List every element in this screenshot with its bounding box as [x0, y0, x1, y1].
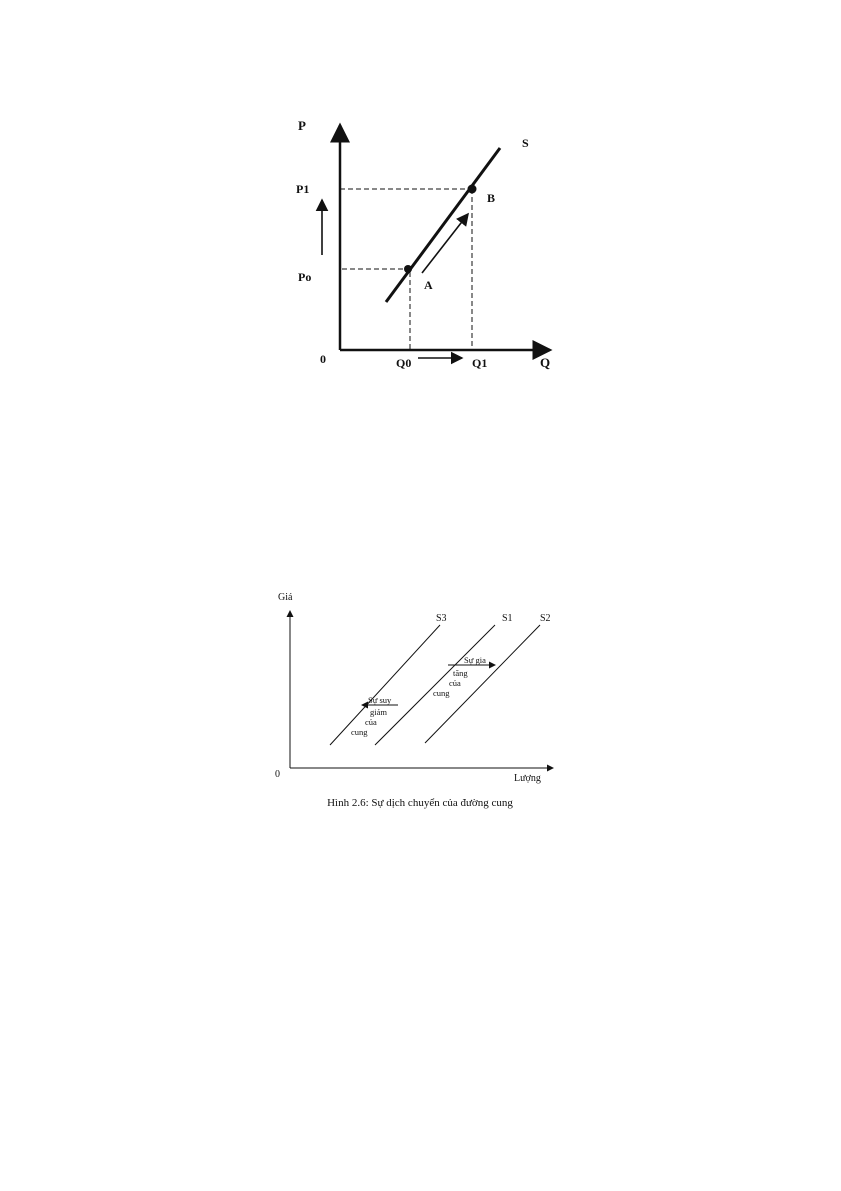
p1-label: P1 [296, 182, 310, 196]
supply-curve-s2 [425, 625, 540, 743]
curve-label-s: S [522, 136, 529, 150]
supply-movement-svg [290, 105, 580, 395]
supply-curve-s3 [330, 625, 440, 745]
decrease-text-line-4: cung [351, 727, 368, 737]
increase-text-line-3: của [449, 678, 461, 688]
x-axis-label: Q [540, 355, 551, 370]
curve-label-s3: S3 [436, 613, 447, 624]
decrease-text-line-3: của [365, 717, 377, 727]
supply-movement-diagram [290, 105, 580, 395]
decrease-text-line-1: Sự suy [368, 695, 392, 705]
supply-curve [386, 148, 500, 302]
point-a [404, 265, 412, 273]
figure-caption: Hình 2.6: Sự dịch chuyển của đường cung [327, 797, 513, 809]
origin-label: 0 [275, 769, 280, 780]
y-axis-label: P [298, 118, 306, 133]
q0-label: Q0 [396, 356, 412, 370]
increase-text-line-1: Sự gia [464, 655, 486, 665]
point-b-label: B [487, 191, 496, 205]
increase-text-line-2: tăng [453, 668, 468, 678]
curve-label-s1: S1 [502, 613, 513, 624]
supply-shift-diagram [270, 585, 570, 820]
x-axis-label: Lượng [514, 773, 541, 784]
supply-shift-svg [270, 585, 570, 795]
origin-label: 0 [320, 352, 326, 366]
point-b [468, 185, 477, 194]
y-axis-label: Giá [278, 592, 293, 603]
curve-label-s2: S2 [540, 613, 551, 624]
increase-text-line-4: cung [433, 688, 450, 698]
supply-curve-s1 [375, 625, 495, 745]
q1-label: Q1 [472, 356, 488, 370]
point-a-label: A [424, 278, 433, 292]
decrease-text-line-2: giảm [370, 707, 387, 717]
p0-label: Po [298, 270, 312, 284]
